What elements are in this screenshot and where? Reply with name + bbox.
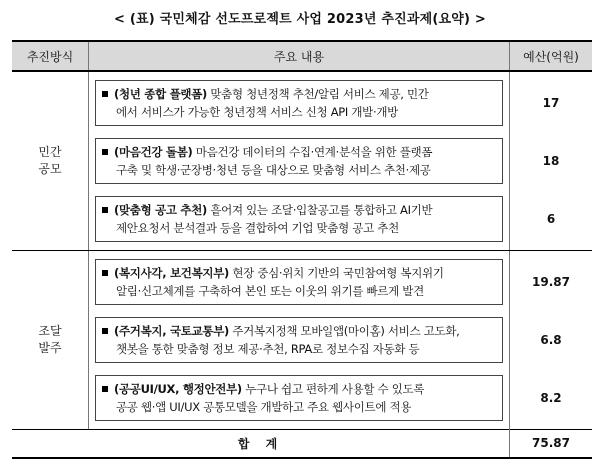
total-row (12, 430, 592, 458)
budget-value: 6 (546, 212, 556, 226)
budget-value: 8.2 (540, 391, 562, 405)
bullet-icon (102, 91, 108, 97)
method-cell-procurement: 조달 발주 (12, 251, 89, 430)
header-method: 추진방식 (12, 41, 89, 71)
table-row (12, 313, 592, 367)
table-header-row (12, 41, 592, 71)
total-label: 합 계 (12, 430, 510, 458)
budget-value: 17 (542, 96, 560, 110)
item-box: (맞춤형 공고 추천) 흩어져 있는 조달·입찰공고를 통합하고 AI기반 제안요청서 분석결과 등을 결합하여 기업 맞춤형 공고 추천 (95, 196, 503, 242)
bullet-icon (102, 149, 108, 155)
item-box: (공공UI/UX, 행정안전부) 누구나 쉽고 편하게 사용할 수 있도록 공공 웹·앱 UI/UX 공통모델을 개발하고 주요 웹사이트에 적용 (95, 375, 503, 421)
table-row (12, 134, 592, 188)
table-row (12, 76, 592, 130)
document-title: < (표) 국민체감 선도프로젝트 사업 2023년 추진과제(요약) > (114, 12, 486, 27)
item-box: (마음건강 돌봄) 마음건강 데이터의 수집·연계·분석을 위한 플랫폼 구축 및 학생·군장병·청년 등을 대상으로 맞춤형 서비스 추천·제공 (95, 138, 503, 184)
project-table (12, 40, 592, 459)
bullet-icon (102, 386, 108, 392)
budget-value: 19.87 (532, 275, 570, 289)
budget-value: 18 (542, 154, 560, 168)
item-box: (청년 종합 플랫폼) 맞춤형 청년정책 추천/알림 서비스 제공, 민간 에서 서비스가 가능한 청년정책 서비스 신청 API 개발·개방 (95, 80, 503, 126)
method-cell-private: 민간 공모 (12, 71, 89, 251)
table-row (12, 371, 592, 425)
bullet-icon (102, 207, 108, 213)
item-box: (주거복지, 국토교통부) 주거복지정책 모바일앱(마이홈) 서비스 고도화, 챗봇을 통한 맞춤형 정보 제공·추천, RPA로 정보수집 자동화 등 (95, 317, 503, 363)
table-row (12, 255, 592, 309)
bullet-icon (102, 270, 108, 276)
header-content: 주요 내용 (89, 41, 510, 71)
bullet-icon (102, 328, 108, 334)
budget-value: 6.8 (540, 333, 562, 347)
table-row (12, 192, 592, 246)
header-budget: 예산(억원) (510, 41, 593, 71)
item-box: (복지사각, 보건복지부) 현장 중심·위치 기반의 국민참여형 복지위기 알림·신고체계를 구축하여 본인 또는 이웃의 위기를 빠르게 발견 (95, 259, 503, 305)
total-value: 75.87 (510, 430, 593, 458)
